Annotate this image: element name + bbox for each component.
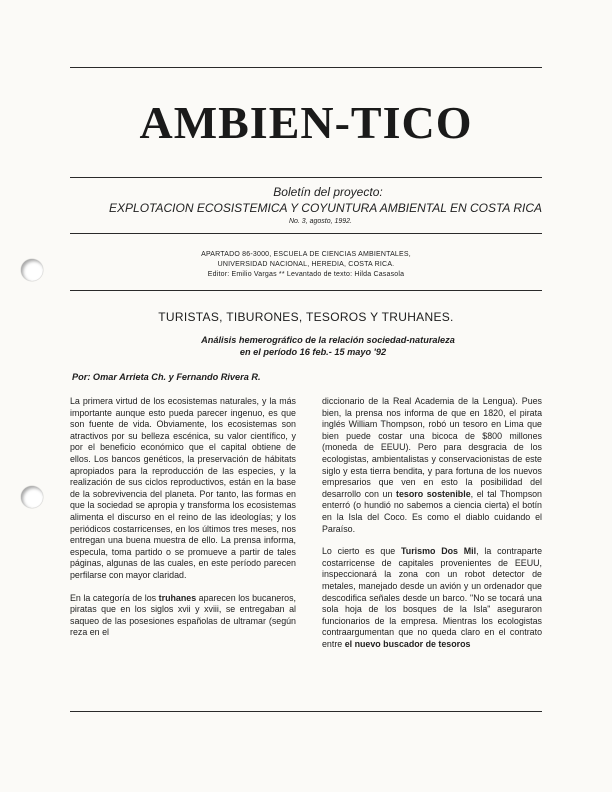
address-line-1: APARTADO 86-3000, ESCUELA DE CIENCIAS AMBIENTALES, — [201, 251, 411, 258]
address-block — [70, 250, 542, 280]
masthead-title: AMBIEN-TICO — [139, 97, 473, 148]
top-rule — [70, 67, 542, 68]
text-run: Lo cierto es que — [322, 546, 402, 557]
binder-hole-bottom — [21, 486, 43, 508]
paragraph: La primera virtud de los ecosistemas naturales, y la más importante aunque esto pueda parecer ingenuo, es que son fuente de vida. Obviamente, los ecosistemas son atractivos por su belleza escénica, su valor científico, y por el beneficio económico que el capital obtiene de ellos. Los bancos genéticos, la preservación de hábitats apropiados para la reproducción de las especies, y la realización de sus ciclos reproductivos, están en la base de la sobrevivencia del planeta. Por tanto, las formas en que la sociedad se apropia y transforma los ecosistemas alimenta el discurso en el reino de las ideologías; y los periódicos costarricenses, en los últimos tres meses, nos entregan una buena muestra de ello. La prensa informa, especula, toma partido o se promueve a partir de tales páginas, algunas de las cuales, en este período parecen perfilarse con mayor claridad. — [70, 396, 296, 580]
binder-hole-top — [21, 259, 43, 281]
bold-term: el nuevo buscador de tesoros — [344, 638, 471, 649]
paragraph — [70, 593, 296, 639]
text-run: diccionario de la Real Academia de la Lengua). Pues bien, la prensa nos informa de que en 1820, el pirata inglés William Thompson, robó un tesoro en Lima que bien puede costar una bicoca de $800 millones (moneda de EEUU). Pero para desgracia de los ecologistas, ambientalistas y conservacionistas de este siglo y esta tierra bendita, y para fortuna de los nuevos empresarios que ven en esto la posibilidad del desarrollo con un — [322, 396, 542, 499]
text-run: En la categoría de los — [70, 592, 159, 603]
article-column-left — [70, 396, 296, 650]
article-authors: Por: Omar Arrieta Ch. y Fernando Rivera R. — [72, 372, 261, 382]
bold-term: Turismo Dos Mil — [401, 546, 477, 557]
paragraph — [322, 396, 542, 535]
bold-term: tesoro sostenible — [396, 488, 471, 499]
masthead-bottom-rule — [70, 177, 542, 178]
article-subtitle — [92, 334, 564, 358]
bottom-rule — [70, 711, 542, 712]
header-bottom-rule — [70, 233, 542, 234]
section-rule — [70, 290, 542, 291]
address-line-2: UNIVERSIDAD NACIONAL, HEREDIA, COSTA RICA. — [217, 261, 395, 268]
editor-line: Editor: Emilio Vargas ** Levantado de texto: Hilda Casasola — [207, 271, 405, 278]
text-run: , el tal Thompson enterró (o hundió no sabemos a ciencia cierta) el botín en la Isla del Coco. Es como el diablo cuidando el Paraíso. — [322, 488, 542, 534]
text-run: aparecen los bucaneros, piratas que en los siglos xvii y xviii, se entregaban al saqueo de las posesiones españolas de ultramar (según reza en el — [70, 592, 297, 638]
article-subtitle-line-2: en el período 16 feb.- 15 mayo '92 — [239, 347, 387, 357]
project-title: EXPLOTACION ECOSISTEMICA Y COYUNTURA AMBIENTAL EN COSTA RICA — [109, 201, 542, 215]
boletin-label: Boletín del proyecto: — [273, 185, 383, 199]
text-run: , la contraparte costarricense de capitales provenientes de EEUU, inspeccionará la zona con un robot detector de metales, manejado desde un avión y un ordenador que descodifica señales desde un barco. "No se tocará una sola hoja de los bosques de la Isla" aseguraron funcionarios de la empresa. Mientras los ecologistas contraargumentan que no queda claro en el contrato entre — [322, 546, 543, 649]
paragraph — [322, 546, 542, 650]
article-column-right — [322, 396, 542, 661]
article-title: TURISTAS, TIBURONES, TESOROS Y TRUHANES. — [158, 310, 454, 324]
bold-term: truhanes — [158, 592, 197, 603]
issue-number: No. 3, agosto, 1992. — [288, 218, 352, 225]
article-subtitle-line-1: Análisis hemerográfico de la relación sociedad-naturaleza — [201, 335, 455, 345]
